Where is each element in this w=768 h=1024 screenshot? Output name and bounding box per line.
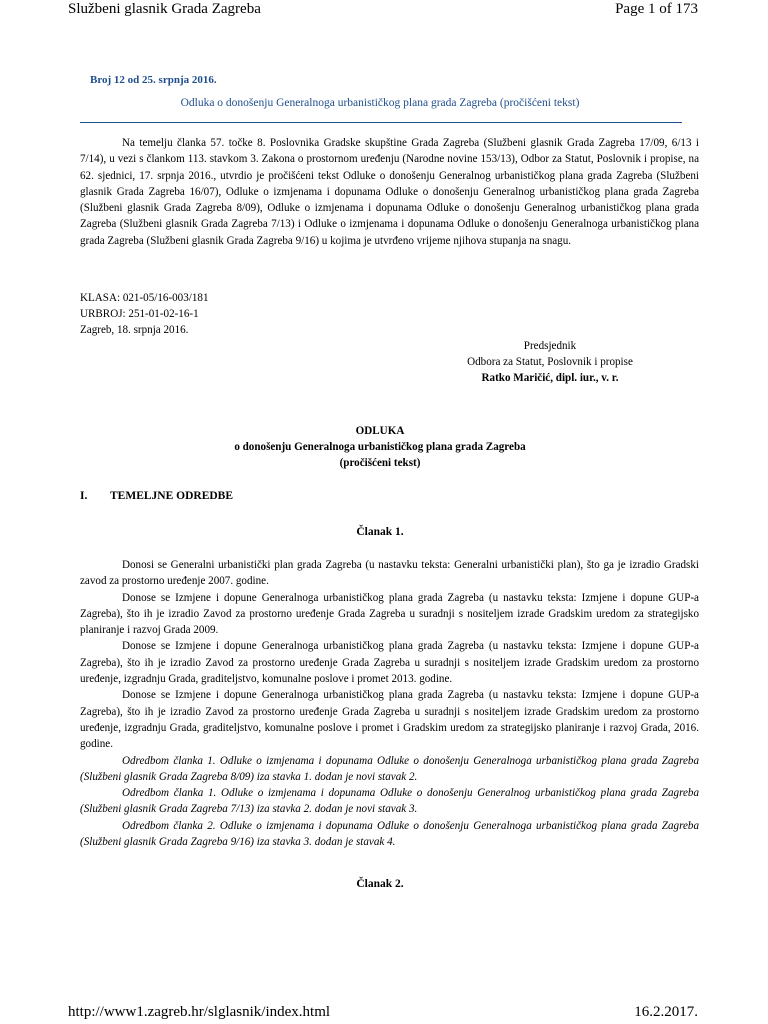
section-heading: [80, 490, 233, 502]
print-date: 16.2.2017.: [634, 1004, 698, 1020]
place-date: Zagreb, 18. srpnja 2016.: [80, 324, 189, 336]
section-number: I.: [80, 490, 88, 502]
article-paragraph: Donose se Izmjene i dopune Generalnoga urbanističkog plana grada Zagreba (u nastavku teksta: Izmjene i dopune GUP-a Zagreba), što ih je izradio Zavod za prostorno uređenje Grada Zagreba u suradnji s nositeljem izrade Gradskim uredom za prostorno uređenje, izgradnju Grada, graditeljstvo, komunalne poslove i promet i Gradskim uredom za strategijsko planiranje i razvoj Grada, 2016. godine.: [80, 689, 699, 751]
publication-name: Službeni glasnik Grada Zagreba: [68, 1, 261, 17]
article-paragraph: Donose se Izmjene i dopune Generalnoga urbanističkog plana grada Zagreba (u nastavku teksta: Izmjene i dopune GUP-a Zagreba), što ih je izradio Zavod za prostorno uređenje Grada Zagreba u suradnji s nositeljem izrade Gradskim uredom za prostorno uređenje, izgradnju Grada, graditeljstvo, komunalne poslove i promet 2013. godine.: [80, 640, 699, 686]
title-line-1: ODLUKA: [355, 425, 405, 437]
article-paragraph: Donosi se Generalni urbanistički plan grada Zagreba (u nastavku teksta: Generalni urbanistički plan), što ga je izradio Gradski zavod za prostorno uređenje 2007. godine.: [80, 559, 699, 588]
issue-number: Broj 12 od 25. srpnja 2016.: [90, 74, 217, 86]
title-line-3: (pročišćeni tekst): [339, 457, 421, 469]
article-1-heading: Članak 1.: [356, 526, 404, 538]
page-counter: Page 1 of 173: [615, 1, 698, 17]
divider: [80, 122, 682, 123]
intro-paragraph: Na temelju članka 57. točke 8. Poslovnika Gradske skupštine Grada Zagreba (Službeni glasnik Grada Zagreba 17/09, 6/13 i 7/14), u vezi s člankom 113. stavkom 3. Zakona o prostornom uređenju (Narodne novine 153/13), Odbor za Statut, Poslovnik i propise, na 62. sjednici, 17. srpnja 2016., utvrdio je pročišćeni tekst Odluke o donošenju Generalnog urbanističkog plana grada Zagreba (Službeni glasnik Grada Zagreba 16/07), Odluke o izmjenama i dopunama Odluke o donošenju Generalnog urbanističkog plana grada Zagreba (Službeni glasnik Grada Zagreba 8/09), Odluke o izmjenama i dopunama Odluke o donošenju Generalnog urbanističkog plana grada Zagreba (Službeni glasnik Grada Zagreba 7/13) i Odluke o izmjenama i dopunama Odluke o donošenju Generalnoga urbanističkog plana grada Zagreba (Službeni glasnik Grada Zagreba 9/16) u kojima je utvrđeno vrijeme njihova stupanja na snagu.: [80, 137, 699, 247]
document-subtitle: Odluka o donošenju Generalnoga urbanističkog plana grada Zagreba (pročišćeni tekst): [180, 97, 580, 109]
signature-block: [430, 338, 670, 386]
page-footer: [68, 1003, 698, 1023]
article-1-body: [80, 557, 699, 850]
klasa: KLASA: 021-05/16-003/181: [80, 292, 209, 304]
article-2-heading: Članak 2.: [356, 878, 404, 890]
source-url: http://www1.zagreb.hr/slglasnik/index.html: [68, 1004, 331, 1020]
article-paragraph: Donose se Izmjene i dopune Generalnoga urbanističkog plana grada Zagreba (u nastavku teksta: Izmjene i dopune GUP-a Zagreba), što ih je izradio Zavod za prostorno uređenje Grada Zagreba u suradnji s nositeljem izrade Gradskim uredom za strategijsko planiranje i razvoj Grada 2009.: [80, 591, 699, 637]
urbroj: URBROJ: 251-01-02-16-1: [80, 308, 199, 320]
intro-block: [80, 135, 699, 249]
signature-name: Ratko Maričić, dipl. iur., v. r.: [481, 372, 619, 384]
page-header: [68, 0, 698, 20]
signature-body: Odbora za Statut, Poslovnik i propise: [467, 356, 633, 368]
signature-role: Predsjednik: [523, 340, 577, 352]
article-note: Odredbom članka 1. Odluke o izmjenama i dopunama Odluke o donošenju Generalnog urbanističkog plana grada Zagreba (Službeni glasnik Grada Zagreba 7/13) iza stavka 2. dodan je novi stavak 3.: [80, 787, 699, 816]
section-name: TEMELJNE ODREDBE: [110, 490, 234, 502]
title-line-2: o donošenju Generalnoga urbanističkog plana grada Zagreba: [234, 441, 526, 453]
decision-title: [80, 423, 680, 471]
document-meta: [80, 290, 209, 338]
article-note: Odredbom članka 2. Odluke o izmjenama i dopunama Odluke o donošenju Generalnoga urbanističkog plana grada Zagreba (Službeni glasnik Grada Zagreba 9/16) iza stavka 3. dodan je stavak 4.: [80, 819, 699, 849]
article-note: Odredbom članka 1. Odluke o izmjenama i dopunama Odluke o donošenju Generalnoga urbanističkog plana grada Zagreba (Službeni glasnik Grada Zagreba 8/09) iza stavka 1. dodan je novi stavak 2.: [80, 754, 699, 783]
